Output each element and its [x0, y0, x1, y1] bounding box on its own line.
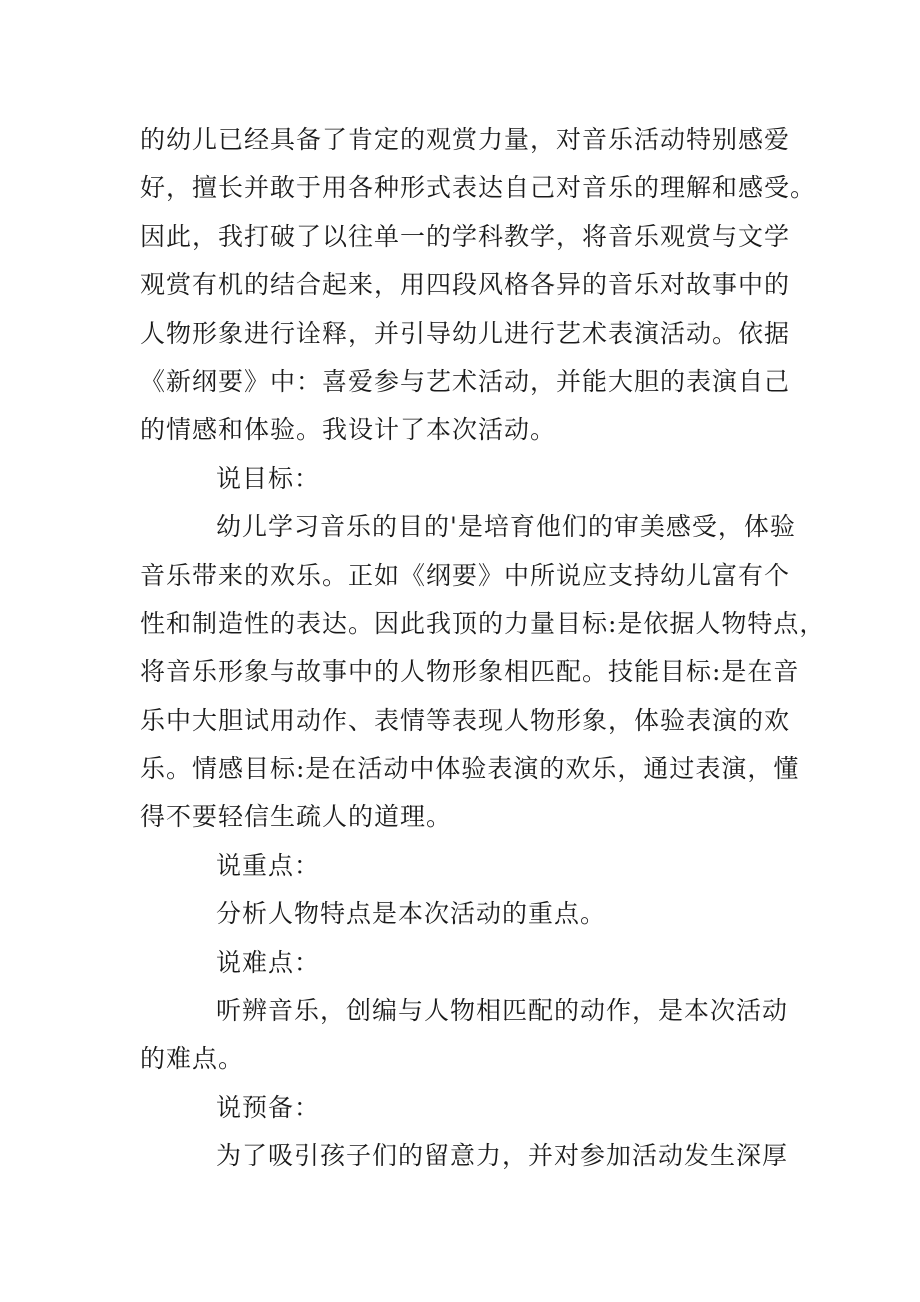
text-line: 乐。情感目标:是在活动中体验表演的欢乐，通过表演，懂	[140, 754, 800, 784]
text-line: 的情感和体验。我设计了本次活动。	[140, 415, 557, 445]
text-line: 听辨音乐，创编与人物相匹配的动作，是本次活动	[216, 996, 789, 1026]
text-line: 乐中大胆试用动作、表情等表现人物形象，体验表演的欢	[140, 705, 791, 735]
text-line: 说预备：	[216, 1092, 321, 1122]
text-line: 幼儿学习音乐的目的'是培育他们的审美感受，体验	[216, 512, 796, 542]
text-line: 分析人物特点是本次活动的重点。	[216, 899, 607, 929]
text-line: 音乐带来的欢乐。正如《纲要》中所说应支持幼儿富有个	[140, 560, 791, 590]
text-line: 人物形象进行诠释，并引导幼儿进行艺术表演活动。依据	[140, 318, 791, 348]
text-line: 观赏有机的结合起来，用四段风格各异的音乐对故事中的	[140, 270, 791, 300]
text-line: 性和制造性的表达。因此我顶的力量目标:是依据人物特点，	[140, 608, 826, 638]
text-line: 的幼儿已经具备了肯定的观赏力量，对音乐活动特别感爱	[140, 125, 791, 154]
text-line: 为了吸引孩子们的留意力，并对参加活动发生深厚	[216, 1141, 789, 1171]
text-line: 因此，我打破了以往单一的学科教学，将音乐观赏与文学	[140, 221, 791, 251]
text-line: 说难点：	[216, 947, 321, 977]
text-line: 得不要轻信生疏人的道理。	[140, 802, 453, 832]
text-line: 好，擅长并敢于用各种形式表达自己对音乐的理解和感受。	[140, 173, 817, 203]
text-line: 的难点。	[140, 1044, 245, 1074]
text-line: 说目标：	[216, 463, 321, 493]
text-line: 《新纲要》中：喜爱参与艺术活动，并能大胆的表演自己	[140, 366, 791, 396]
document-body	[140, 116, 826, 1181]
text-line: 将音乐形象与故事中的人物形象相匹配。技能目标:是在音	[140, 657, 800, 687]
text-line: 说重点：	[216, 850, 321, 880]
